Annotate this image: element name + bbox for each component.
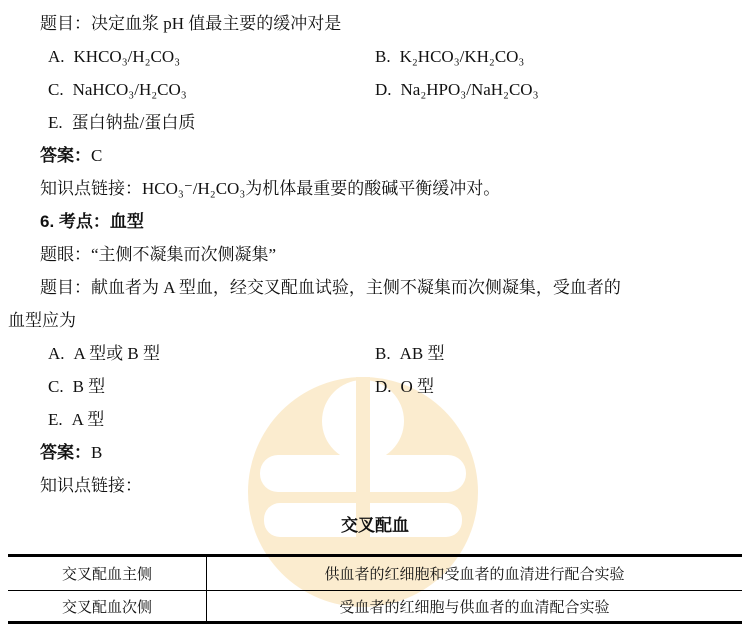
q5-option-c: [48, 73, 375, 106]
option-text: Na₂HPO₃/NaH₂CO₃: [400, 80, 539, 99]
q6-section-heading: 6. 考点：血型: [40, 212, 144, 231]
option-label: D.: [375, 377, 392, 396]
q5-options-row-1: [48, 40, 742, 73]
q6-option-d: [375, 370, 434, 403]
cell-crossmatch-minor-side: 交叉配血次侧: [8, 591, 207, 623]
crossmatch-table-title: 交叉配血: [341, 516, 409, 535]
q5-option-a: [48, 40, 375, 73]
option-text: KHCO₃/H₂CO₃: [73, 47, 181, 66]
answer-label: 答案：: [40, 443, 91, 462]
option-label: A.: [48, 344, 65, 363]
option-text: NaHCO₃/H₂CO₃: [72, 80, 187, 99]
answer-value: C: [91, 146, 103, 165]
q5-options-row-3: [48, 106, 742, 139]
cell-crossmatch-minor-desc: 受血者的红细胞与供血者的血清配合实验: [339, 599, 610, 616]
option-text: A 型: [71, 410, 105, 429]
option-label: D.: [375, 80, 392, 99]
q5-option-d: [375, 73, 539, 106]
q5-options-row-2: [48, 73, 742, 106]
q5-option-b: [375, 40, 524, 73]
q6-options-row-1: [48, 337, 742, 370]
option-label: C.: [48, 377, 64, 396]
q6-question-stem-line2: 血型应为: [8, 311, 76, 330]
q6-option-a: [48, 337, 375, 370]
crossmatch-table: [8, 554, 742, 624]
q5-question-title: 题目：决定血浆 pH 值最主要的缓冲对是: [40, 14, 342, 33]
q6-exam-clue: 题眼：“主侧不凝集而次侧凝集”: [40, 245, 277, 264]
q6-options-row-3: [48, 403, 742, 436]
option-label: B.: [375, 47, 391, 66]
option-text: K₂HCO₃/KH₂CO₃: [399, 47, 525, 66]
option-label: A.: [48, 47, 65, 66]
option-text: A 型或 B 型: [73, 344, 160, 363]
q6-answer-line: [8, 436, 742, 469]
option-text: B 型: [72, 377, 106, 396]
option-text: 蛋白钠盐/蛋白质: [71, 113, 196, 132]
q5-option-e: [48, 106, 375, 139]
cell-crossmatch-main-side: 交叉配血主侧: [8, 556, 207, 591]
option-label: C.: [48, 80, 64, 99]
answer-label: 答案：: [40, 146, 91, 165]
table-row: [8, 591, 742, 623]
q6-option-c: [48, 370, 375, 403]
table-row: [8, 556, 742, 591]
option-label: B.: [375, 344, 391, 363]
cell-crossmatch-main-desc: 供血者的红细胞和受血者的血清进行配合实验: [207, 556, 743, 591]
q6-option-b: [375, 337, 444, 370]
answer-value: B: [91, 443, 103, 462]
option-text: AB 型: [399, 344, 445, 363]
q6-knowledge-link: 知识点链接：: [40, 476, 142, 495]
q6-option-e: [48, 403, 375, 436]
q6-question-stem-line1: 题目：献血者为 A 型血，经交叉配血试验，主侧不凝集而次侧凝集，受血者的: [40, 278, 621, 297]
q5-knowledge-link: 知识点链接：HCO₃⁻/H₂CO₃为机体最重要的酸碱平衡缓冲对。: [40, 179, 501, 198]
option-label: E.: [48, 410, 63, 429]
option-text: O 型: [400, 377, 435, 396]
q5-answer-line: [8, 139, 742, 172]
q6-options-row-2: [48, 370, 742, 403]
option-label: E.: [48, 113, 63, 132]
